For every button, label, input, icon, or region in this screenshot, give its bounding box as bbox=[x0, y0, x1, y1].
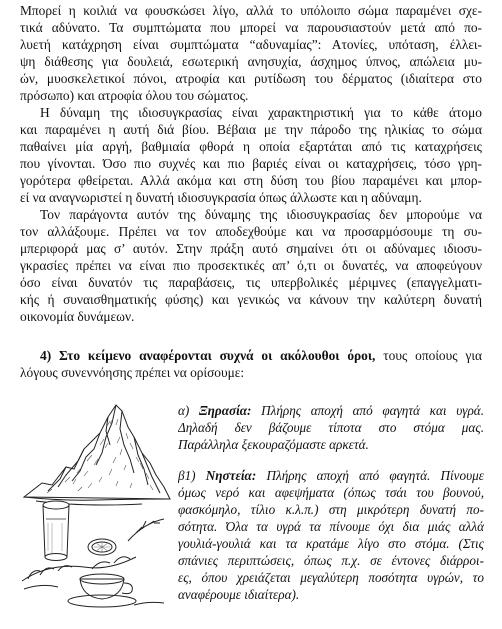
text-line: μπεριφορά μας σ’ αυτόν. Στην πράξη αυτό σημαίνει ότι οι αδύναμες ιδιοσυ- bbox=[20, 241, 482, 256]
definition-a bbox=[178, 402, 484, 453]
text-line: πρόσωπο) και ατροφία όλου του σώματος. bbox=[20, 88, 249, 103]
definition-b-text: Πλήρης αποχή από φαγητά. Πίνουμε bbox=[256, 468, 484, 483]
text-line: σότητα. Όλα τα υγρά τα πίνουμε όχι δια μιάς αλλά bbox=[178, 519, 484, 534]
text-line: φασκόμηλο, τίλιο κ.λ.π.) στη μικρότερη δυνατή πο- bbox=[178, 502, 484, 517]
text-line: κής ή συναισθηματικής φύσης) και γενικώς να κάνουν την καλύτερη δυνατή bbox=[20, 292, 482, 307]
text-line: τικά αδύνατο. Τα συμπτώματα που μπορεί να παρουσιαστούν μετά από πο- bbox=[20, 20, 482, 35]
text-line: παθαίνει μία αργή, βαθμιαία φθορά η οποία εξαρτάται από τις καταχρήσεις bbox=[20, 139, 482, 154]
definition-b-prefix: β1) bbox=[178, 468, 206, 483]
text-line: ψη διάθεσης για δουλειά, εσωτερική ανησυχία, άσχημος ύπνος, απώλεια μυ- bbox=[20, 54, 482, 69]
text-line: ες, όπου χρειάζεται μεγαλύτερη ποσότητα υγρών, το bbox=[178, 570, 484, 585]
section-4 bbox=[20, 347, 482, 381]
text-line: εί να αναγνωριστεί η δυνατή ιδιοσυγκρασία όπως άλλωστε και η αδύναμη. bbox=[20, 190, 422, 205]
paragraph-top bbox=[20, 2, 482, 104]
text-line: αναφέρουμε ιδιαίτερα). bbox=[178, 587, 300, 602]
text-line: όμως νερό και αφεψήματα (όπως τσάι του βουνού, bbox=[178, 485, 484, 500]
text-line: λυετή κατάχρηση είναι συμπτώματα “αδυναμίας”: Ατονίες, υπόταση, έλλει- bbox=[20, 37, 482, 52]
definition-a-term: Ξηρασία: bbox=[198, 403, 252, 418]
definition-a-text: Πλήρης αποχή από φαγητά και υγρά. bbox=[251, 403, 484, 418]
text-line: οικονομία δυνάμεων. bbox=[20, 309, 135, 324]
section-4-line bbox=[20, 347, 482, 364]
text-line: γκρασίες πρέπει να είναι πιο προσεκτικές απ’ ό,τι οι δυνατές, να αποφεύγουν bbox=[20, 258, 482, 273]
definition-b-term: Νηστεία: bbox=[205, 468, 257, 483]
text-line: που γίνονται. Όσο πιο συχνές και πιο βαριές είναι οι καταχρήσεις, τόσο γρη- bbox=[20, 156, 482, 171]
text-line: γουλιά-γουλιά και τα κρατάμε λίγο στο στόμα. (Στις bbox=[178, 536, 484, 551]
text-line: Η δύναμη της ιδιοσυγκρασίας είναι χαρακτηριστική για το κάθε άτομο bbox=[40, 105, 482, 120]
definition-a-line bbox=[178, 402, 484, 419]
section-4-heading: 4) Στο κείμενο αναφέρονται συχνά οι ακόλουθοι όροι, bbox=[40, 348, 376, 363]
text-line: λόγους συνεννόησης πρέπει να ορίσουμε: bbox=[20, 365, 245, 380]
text-line: όσο είναι δυνατόν τις παραβάσεις, τις υπερβολικές μέριμνες (επαγγελματι- bbox=[20, 275, 482, 290]
definition-b-line bbox=[178, 467, 484, 484]
definition-b bbox=[178, 467, 484, 603]
definition-a-prefix: α) bbox=[178, 403, 199, 418]
text-line: Μπορεί η κοιλιά να φουσκώσει λίγο, αλλά το υπόλοιπο σώμα παραμένει σχε- bbox=[20, 3, 482, 18]
paragraph-3 bbox=[20, 206, 482, 325]
text-line: γορότερα φθείρεται. Αλλά ακόμα και στη δύση του βίου παραμένει και μπορ- bbox=[20, 173, 482, 188]
text-line: τον αλλάξουμε. Πρέπει να τον αποδεχθούμε και να προσαρμόσουμε τη συ- bbox=[20, 224, 482, 239]
text-line: και παραμένει η αυτή διά βίου. Βέβαια με την πάροδο της ηλικίας το σώμα bbox=[20, 122, 482, 137]
text-line: Παράλληλα ξεκουραζόμαστε αρκετά. bbox=[178, 437, 369, 452]
section-4-line-rest: τους οποίους για bbox=[375, 348, 482, 363]
text-line: Τον παράγοντα αυτόν της δύναμης της ιδιοσυγκρασίας δεν μπορούμε να bbox=[40, 207, 482, 222]
text-line: Δηλαδή δεν βάζουμε τίποτα στο στόμα μας. bbox=[178, 420, 484, 435]
text-line: ών, μυοσκελετικοί πόνοι, ατροφία και ρυτίδωση του δέρματος (ιδιαίτερα στο bbox=[20, 71, 482, 86]
paragraph-2 bbox=[20, 104, 482, 206]
text-line: σπάνιες περιπτώσεις, όπως π.χ. σε έντονες διάρροι- bbox=[178, 553, 484, 568]
tea-glass-lemon-illustration bbox=[18, 493, 168, 613]
